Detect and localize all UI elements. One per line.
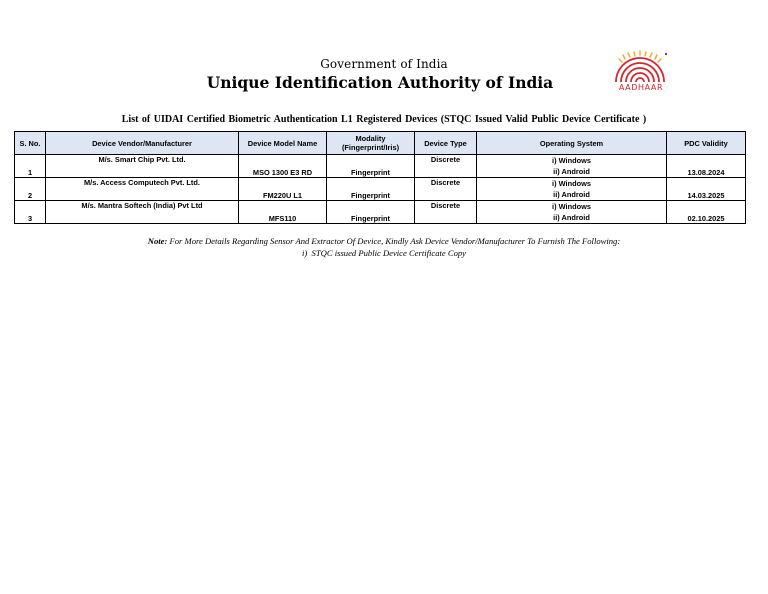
col-header-model: Device Model Name [239, 132, 327, 155]
aadhaar-logo-text: AADHAAR [618, 83, 664, 92]
table-header-row [15, 132, 746, 155]
cell-type: Discrete [415, 178, 477, 201]
col-header-os: Operating System [477, 132, 667, 155]
cell-model: MSO 1300 E3 RD [239, 155, 327, 178]
os-windows: i) Windows [552, 202, 591, 211]
cell-pdc: 02.10.2025 [667, 201, 746, 224]
note-block [0, 235, 768, 259]
devices-table [14, 131, 746, 224]
cell-sno: 1 [15, 155, 46, 178]
government-heading: Government of India [320, 57, 448, 71]
list-title: List of UIDAI Certified Biometric Authentication L1 Registered Devices (STQC Issued Valid Public Device Certificate ) [121, 114, 647, 125]
cell-modality: Fingerprint [327, 201, 415, 224]
note-line [0, 235, 768, 247]
cell-os [477, 178, 667, 201]
cell-vendor: M/s. Mantra Softech (India) Pvt Ltd [46, 201, 239, 224]
note-item: i) STQC issued Public Device Certificate Copy [302, 248, 466, 258]
os-windows: i) Windows [552, 156, 591, 165]
cell-sno: 3 [15, 201, 46, 224]
authority-heading: Unique Identification Authority of India [206, 73, 554, 92]
os-android: ii) Android [553, 190, 590, 199]
note-text: For More Details Regarding Sensor And Extractor Of Device, Kindly Ask Device Vendor/Manufacturer To Furnish The Following: [167, 236, 621, 246]
cell-type: Discrete [415, 155, 477, 178]
col-header-sno: S. No. [15, 132, 46, 155]
cell-vendor: M/s. Access Computech Pvt. Ltd. [46, 178, 239, 201]
col-header-pdc: PDC Validity [667, 132, 746, 155]
cell-type: Discrete [415, 201, 477, 224]
col-header-type: Device Type [415, 132, 477, 155]
table-row [15, 178, 746, 201]
cell-modality: Fingerprint [327, 178, 415, 201]
cell-pdc: 14.03.2025 [667, 178, 746, 201]
cell-modality: Fingerprint [327, 155, 415, 178]
table-row [15, 201, 746, 224]
os-windows: i) Windows [552, 179, 591, 188]
os-android: ii) Android [553, 167, 590, 176]
cell-pdc: 13.08.2024 [667, 155, 746, 178]
cell-vendor: M/s. Smart Chip Pvt. Ltd. [46, 155, 239, 178]
cell-os [477, 201, 667, 224]
cell-model: MFS110 [239, 201, 327, 224]
col-header-vendor: Device Vendor/Manufacturer [46, 132, 239, 155]
table-row [15, 155, 746, 178]
note-label: Note: [147, 236, 168, 246]
cell-sno: 2 [15, 178, 46, 201]
col-header-modality: Modality (Fingerprint/Iris) [327, 132, 415, 155]
cell-model: FM220U L1 [239, 178, 327, 201]
os-android: ii) Android [553, 213, 590, 222]
cell-os [477, 155, 667, 178]
